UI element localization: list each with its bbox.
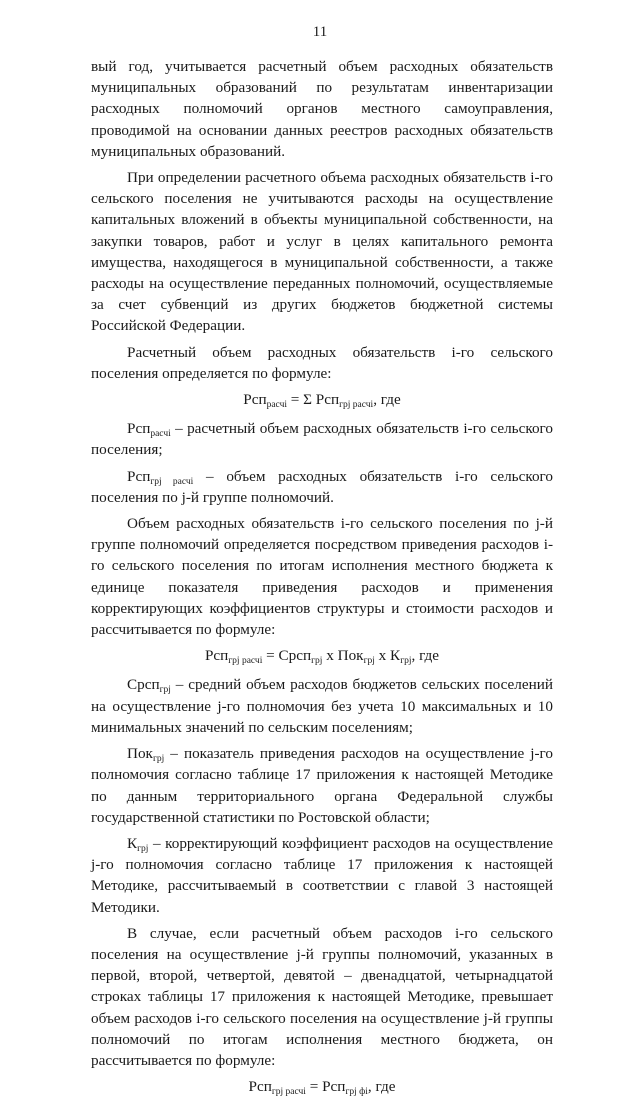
definition-text: – объем расходных обязательств i-го сельского поселения по j-й группе полномочий. — [91, 467, 553, 506]
paragraph-exclusions: При определении расчетного объема расходных обязательств i-го сельского поселения не учитываются расходы на осуществление капитальных вложений в объекты муниципальной собственности, на закупки товаров, работ и услуг в целях капитального ремонта имущества, находящегося в муниципальной собственности, а также расходы на осуществление переданных полномочий, осуществляемые за счет субвенций из других бюджетов бюджетной системы Российской Федерации. — [91, 169, 553, 335]
definition-symbol: Срсп — [127, 676, 160, 694]
paragraph-continued: вый год, учитывается расчетный объем расходных обязательств муниципальных образований по результатам инвентаризации расходных полномочий органов местного самоуправления, проводимой на основании данных реестров расходных обязательств муниципальных образований. — [91, 58, 553, 160]
definition-text: – расчетный объем расходных обязательств i-го сельского поселения; — [91, 420, 553, 459]
formula-actual-expense — [91, 1076, 553, 1097]
definition-symbol: Пок — [127, 745, 153, 763]
formula-operator: = Σ Рсп — [287, 391, 340, 409]
definition-rsp-group — [91, 466, 553, 508]
formula-subscript: расчi — [266, 400, 287, 411]
definition-symbol: Рсп — [127, 467, 151, 485]
formula-operator: х К — [374, 647, 401, 665]
definition-subscript: расчi — [150, 429, 171, 440]
formula-group-obligations — [91, 645, 553, 666]
formula-tail: , где — [373, 391, 401, 409]
definition-subscript: грj — [159, 685, 171, 696]
formula-subscript: грj расчi — [271, 1087, 306, 1098]
paragraph-exceeding-case: В случае, если расчетный объем расходов i-го сельского поселения на осуществление j-й группы полномочий, указанных в первой, второй, четвертой, девятой – двенадцатой, четырнадцатой строках таблицы 17 приложения к настоящей Методике, превышает объем расходов i-го сельского поселения на осуществление j-й группы полномочий по итогам исполнения местного бюджета, он рассчитывается по формуле: — [91, 924, 553, 1069]
definition-subscript: грj расчi — [150, 476, 194, 487]
formula-tail: , где — [367, 1078, 396, 1096]
formula-term: Рсп — [243, 391, 267, 409]
definition-subscript: грj — [152, 754, 165, 765]
formula-subscript: грj расчi — [228, 656, 263, 667]
formula-subscript: грj расчi — [339, 400, 374, 411]
formula-operator: = Рсп — [305, 1078, 346, 1096]
definition-indicator — [91, 743, 553, 828]
formula-total-obligations — [91, 389, 553, 410]
definition-symbol: К — [127, 834, 138, 852]
formula-subscript: грj — [400, 656, 412, 667]
document-body — [91, 56, 553, 1105]
formula-term: Рсп — [248, 1078, 272, 1096]
formula-operator: х Пок — [322, 647, 364, 665]
formula-operator: = Срсп — [262, 647, 312, 665]
formula-subscript: грj — [363, 656, 375, 667]
definition-symbol: Рсп — [127, 420, 151, 438]
definition-text: – средний объем расходов бюджетов сельских поселений на осуществление j-го полномочия без учета 10 максимальных и 10 минимальных значений по сельским поселениям; — [91, 676, 553, 736]
paragraph-formula-intro: Расчетный объем расходных обязательств i-го сельского поселения определяется по формуле: — [91, 343, 553, 382]
definition-average-expense — [91, 674, 553, 738]
page-number: 11 — [312, 24, 328, 40]
formula-term: Рсп — [204, 647, 229, 665]
formula-subscript: грj — [311, 656, 323, 667]
definition-subscript: грj — [137, 843, 149, 854]
paragraph-group-method: Объем расходных обязательств i-го сельского поселения по j-й группе полномочий определяется посредством приведения расходов i-го сельского поселения по итогам исполнения местного бюджета к единице показателя приведения расходов и применения корректирующих коэффициентов структуры и стоимости расходов и рассчитывается по формуле: — [91, 515, 553, 639]
definition-rsp-calc — [91, 418, 553, 460]
definition-text: – корректирующий коэффициент расходов на осуществление j-го полномочия согласно таблице 17 приложения к настоящей Методике, рассчитываемый в соответствии с главой 3 настоящей Методики. — [91, 834, 553, 916]
formula-tail: , где — [411, 647, 440, 665]
definition-text: – показатель приведения расходов на осуществление j-го полномочия согласно таблице 17 приложения к настоящей Методике по данным территориального органа Федеральной службы государственной статистики по Ростовской области; — [91, 745, 553, 826]
formula-subscript: грj фi — [345, 1087, 368, 1098]
